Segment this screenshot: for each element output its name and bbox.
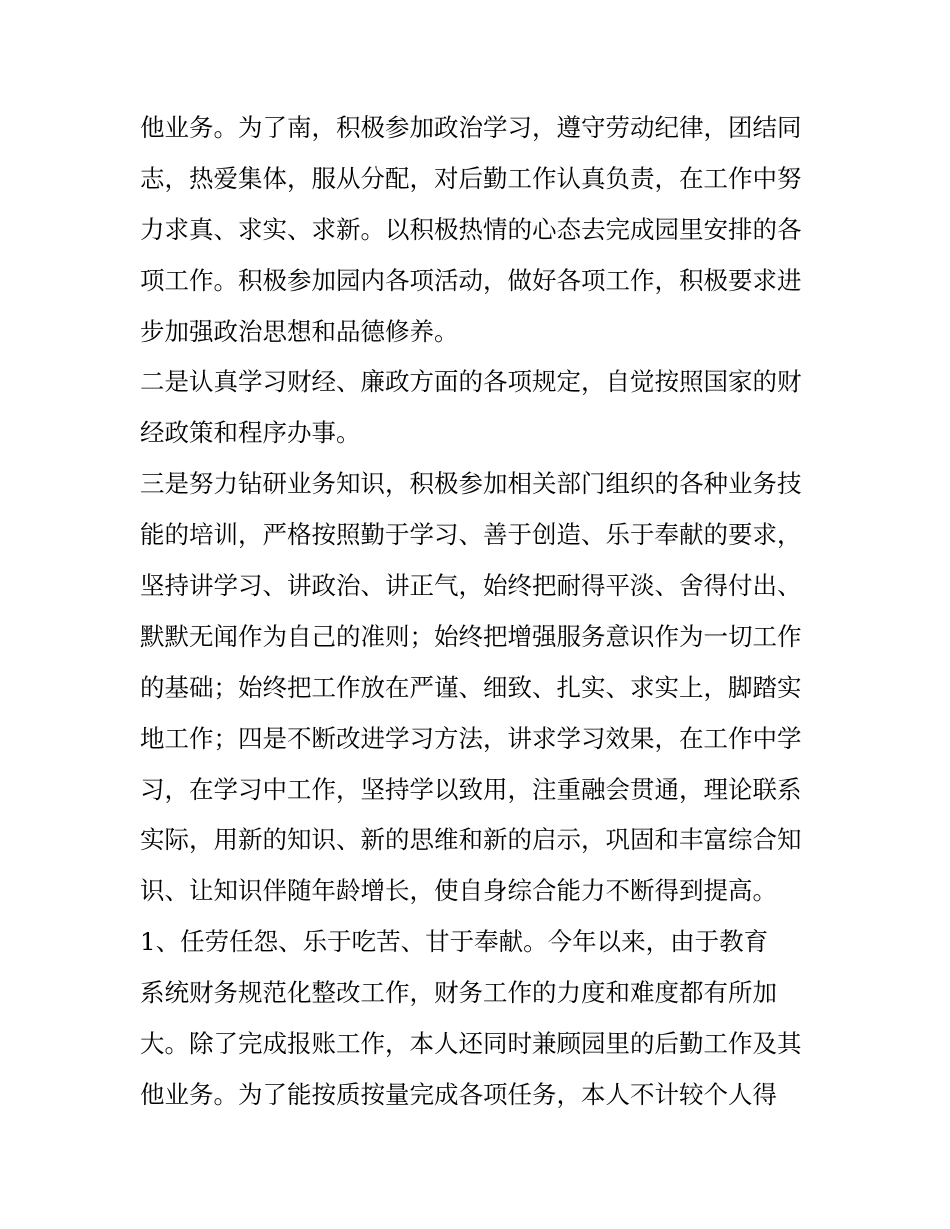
text-line: 大。除了完成报账工作，本人还同时兼顾园里的后勤工作及其 [140,1029,802,1059]
text-line: 识、让知识伴随年龄增长，使自身综合能力不断得到提高。 [140,876,777,906]
text-line: 实际，用新的知识、新的思维和新的启示，巩固和丰富综合知 [140,825,802,855]
text-line: 二是认真学习财经、廉政方面的各项规定，自觉按照国家的财 [140,367,802,397]
text-line: 力求真、求实、求新。以积极热情的心态去完成园里安排的各 [140,214,802,244]
text-line: 能的培训，严格按照勤于学习、善于创造、乐于奉献的要求， [140,520,802,550]
text-line: 的基础；始终把工作放在严谨、细致、扎实、求实上，脚踏实 [140,672,802,702]
text-line: 经政策和程序办事。 [140,418,361,448]
text-line: 志，热爱集体，服从分配，对后勤工作认真负责，在工作中努 [140,163,802,193]
text-line: 步加强政治思想和品德修养。 [140,316,459,346]
text-line: 坚持讲学习、讲政治、讲正气，始终把耐得平淡、舍得付出、 [140,571,802,601]
text-line: 默默无闻作为自己的准则；始终把增强服务意识作为一切工作 [140,621,802,651]
text-line: 1、任劳任怨、乐于吃苦、甘于奉献。今年以来，由于教育 [140,927,769,957]
text-line: 习，在学习中工作，坚持学以致用，注重融会贯通，理论联系 [140,774,802,804]
text-line: 地工作；四是不断改进学习方法，讲求学习效果，在工作中学 [140,723,802,753]
text-line: 他业务。为了南，积极参加政治学习，遵守劳动纪律，团结同 [140,113,802,142]
body-text [140,103,820,1121]
text-line: 他业务。为了能按质按量完成各项任务，本人不计较个人得 [140,1079,777,1109]
text-line: 项工作。积极参加园内各项活动，做好各项工作，积极要求进 [140,265,802,295]
text-line: 系统财务规范化整改工作，财务工作的力度和难度都有所加 [140,978,777,1008]
text-line: 三是努力钻研业务知识，积极参加相关部门组织的各种业务技 [140,469,802,499]
